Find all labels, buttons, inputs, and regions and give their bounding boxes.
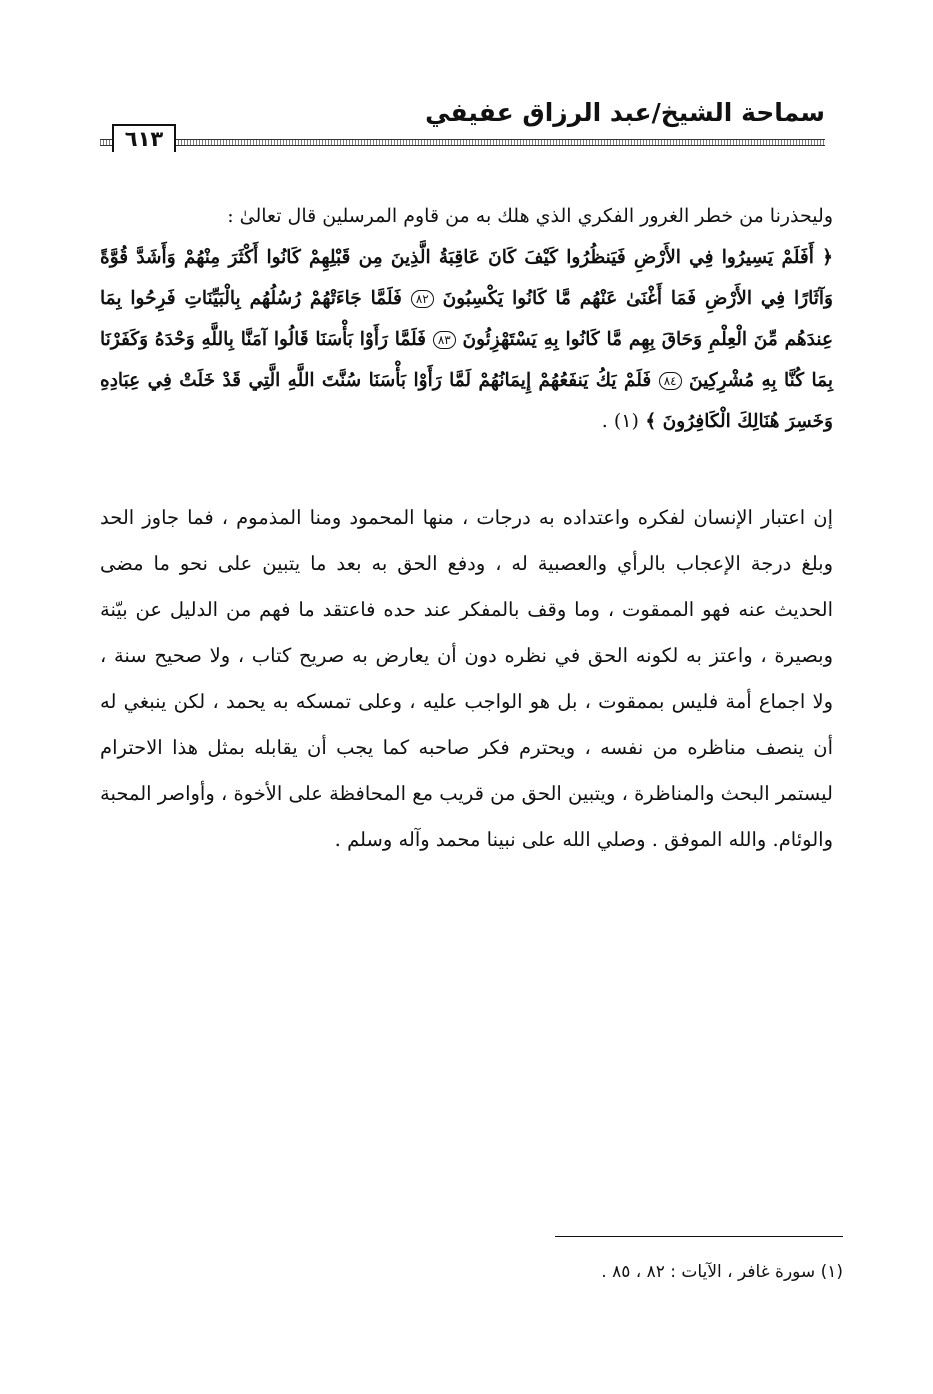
quran-quote [100, 247, 833, 432]
verse-82-number: ٨٢ [411, 290, 434, 308]
footnote-rule [555, 1236, 843, 1237]
footnote-reference: (١) . [601, 410, 639, 432]
verse-83-number: ٨٣ [433, 331, 456, 349]
header-rule [100, 139, 825, 146]
footnote-text: (١) سورة غافر ، الآيات : ٨٢ ، ٨٥ . [601, 1262, 843, 1282]
quote-open-bracket: ﴿ [822, 247, 833, 268]
verse-intro: وليحذرنا من خطر الغرور الفكري الذي هلك به من قاوم المرسلين قال تعالىٰ : [227, 205, 833, 227]
body-paragraph: إن اعتبار الإنسان لفكره واعتداده به درجات ، منها المحمود ومنا المذموم ، فما جاوز الحد وبلغ درجة الإعجاب بالرأي والعصبية له ، ودفع الحق به بعد ما يتبين على نحو ما مضى الحديث عنه فهو الممقوت ، وما وقف بالمفكر عند حده فاعتقد ما فهم من الدليل عن بيّنة وبصيرة ، واعتز به لكونه الحق في نظره دون أن يعارض به صريح كتاب ، ولا صحيح سنة ، ولا اجماع أمة فليس بممقوت ، بل هو الواجب عليه ، وعلى تمسكه به يحمد ، لكن ينبغي له أن ينصف مناظره من نفسه ، ويحترم فكر صاحبه كما يجب أن يقابله بمثل هذا الاحترام ليستمر البحث والمناظرة ، ويتبين الحق من قريب مع المحافظة على الأخوة ، وأواصر المحبة والوئام. والله الموفق . وصلي الله على نبينا محمد وآله وسلم . [100, 506, 833, 851]
verse-82-text: أَفَلَمْ يَسِيرُوا فِي الأَرْضِ فَيَنظُرُوا كَيْفَ كَانَ عَاقِبَةُ الَّذِينَ مِن قَبْلِهِمْ كَانُوا أَكْثَرَ مِنْهُمْ وَأَشَدَّ قُوَّةً وَآثَارًا فِي الأَرْضِ فَمَا أَغْنَىٰ عَنْهُم مَّا كَانُوا يَكْسِبُونَ [100, 247, 833, 309]
verse-85-text: فَلَمْ يَكُ يَنفَعُهُمْ إِيمَانُهُمْ لَمَّا رَأَوْا بَأْسَنَا سُنَّتَ اللَّهِ الَّتِي قَدْ خَلَتْ فِي عِبَادِهِ وَخَسِرَ هُنَالِكَ الْكَافِرُونَ [100, 370, 833, 432]
page-number: ٦١٣ [112, 124, 176, 152]
verse-84-text: فَلَمَّا رَأَوْا بَأْسَنَا قَالُوا آمَنَّا بِاللَّهِ وَحْدَهُ وَكَفَرْنَا بِمَا كُنَّا بِهِ مُشْرِكِينَ [100, 329, 833, 391]
verse-84-number: ٨٤ [659, 372, 682, 390]
running-header-title: سماحة الشيخ/عبد الرزاق عفيفي [425, 98, 825, 127]
verse-83-text: فَلَمَّا جَاءَتْهُمْ رُسُلُهُم بِالْبَيِّنَاتِ فَرِحُوا بِمَا عِندَهُم مِّنَ الْعِلْمِ وَحَاقَ بِهِم مَّا كَانُوا بِهِ يَسْتَهْزِئُونَ [100, 288, 833, 350]
quote-close-bracket: ﴾ [645, 411, 657, 432]
verse-paragraph [100, 196, 833, 442]
